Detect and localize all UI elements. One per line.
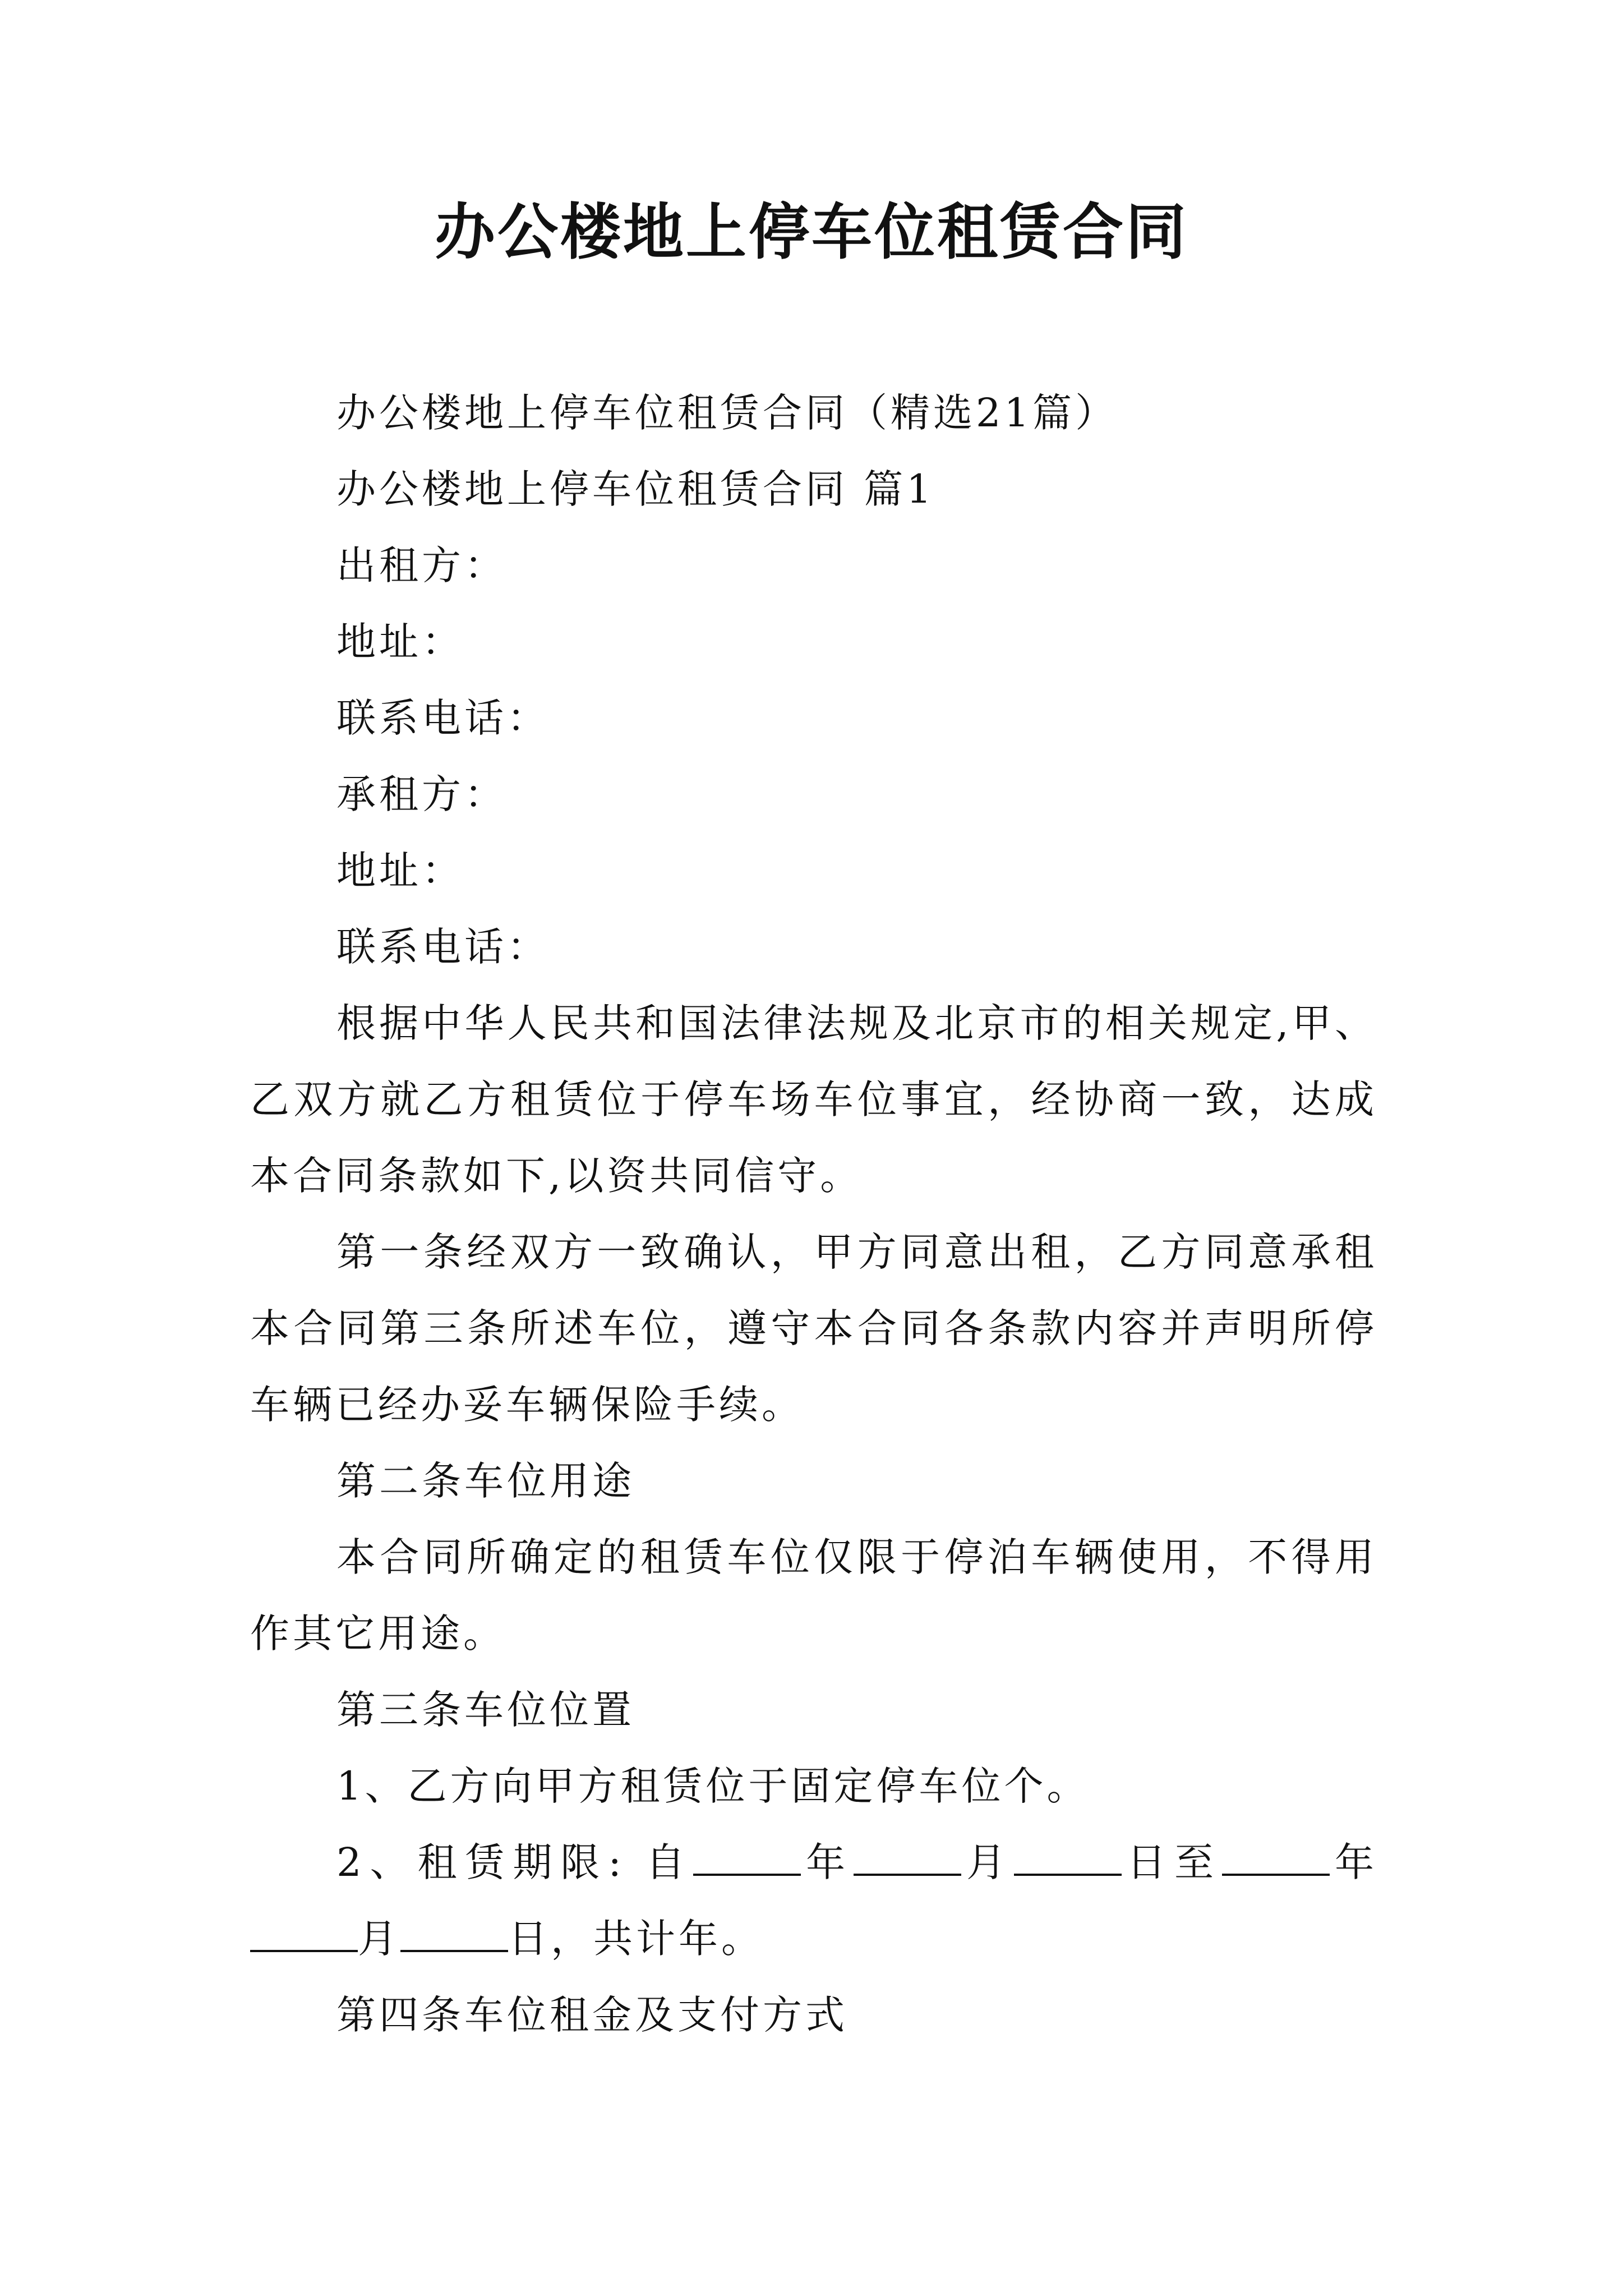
paragraph-lessee: 承租方：	[336, 771, 507, 817]
paragraph-article-3-heading: 第三条车位位置	[336, 1687, 635, 1733]
blank-end-year	[1222, 1838, 1330, 1876]
blank-start-day	[1014, 1838, 1122, 1876]
paragraph-preamble: 根据中华人民共和国法律法规及北京市的相关规定,甲、乙双方就乙方租赁位于停车场车位事宜，经协商一致，达成本合同条款如下,以资共同信守。	[250, 1000, 1377, 1199]
blank-end-month	[250, 1914, 358, 1952]
paragraph-lease-term	[250, 1824, 1377, 1977]
blank-end-day	[400, 1914, 508, 1952]
blank-start-month	[854, 1838, 961, 1876]
paragraph-article-3-item-1: 1、乙方向甲方租赁位于固定停车位个。	[336, 1763, 1090, 1809]
lease-term-prefix: 2、租赁期限: 自	[336, 1839, 694, 1885]
paragraph-article-4-heading: 第四条车位租金及支付方式	[336, 1992, 848, 2038]
paragraph-lessor-phone: 联系电话：	[336, 695, 550, 741]
paragraph-article-2-body: 本合同所确定的租赁车位仅限于停泊车辆使用，不得用作其它用途。	[250, 1534, 1377, 1657]
blank-start-year	[693, 1838, 801, 1876]
document-title: 办公楼地上停车位租赁合同	[434, 197, 1188, 268]
lease-term-day-to: 日至	[1122, 1839, 1223, 1885]
lease-term-year-2: 年	[1330, 1839, 1378, 1885]
paragraph-lessee-phone: 联系电话：	[336, 924, 550, 970]
paragraph-article-1: 第一条经双方一致确认，甲方同意出租，乙方同意承租本合同第三条所述车位，遵守本合同各条款内容并声明所停车辆已经办妥车辆保险手续。	[250, 1229, 1377, 1428]
document-body	[250, 375, 1377, 2053]
lease-term-month-2: 月	[358, 1916, 400, 1962]
paragraph-lessor: 出租方：	[336, 542, 507, 588]
lease-term-month-1: 月	[961, 1839, 1015, 1885]
lease-term-end: 日，共计年。	[508, 1916, 764, 1962]
paragraph-lessee-address: 地址：	[336, 848, 464, 894]
paragraph-article-2-heading: 第二条车位用途	[336, 1458, 635, 1504]
paragraph-section-heading: 办公楼地上停车位租赁合同 篇1	[336, 466, 935, 512]
lease-term-year-1: 年	[801, 1839, 854, 1885]
paragraph-subtitle: 办公楼地上停车位租赁合同（精选21篇）	[336, 390, 1118, 436]
paragraph-lessor-address: 地址：	[336, 619, 464, 665]
